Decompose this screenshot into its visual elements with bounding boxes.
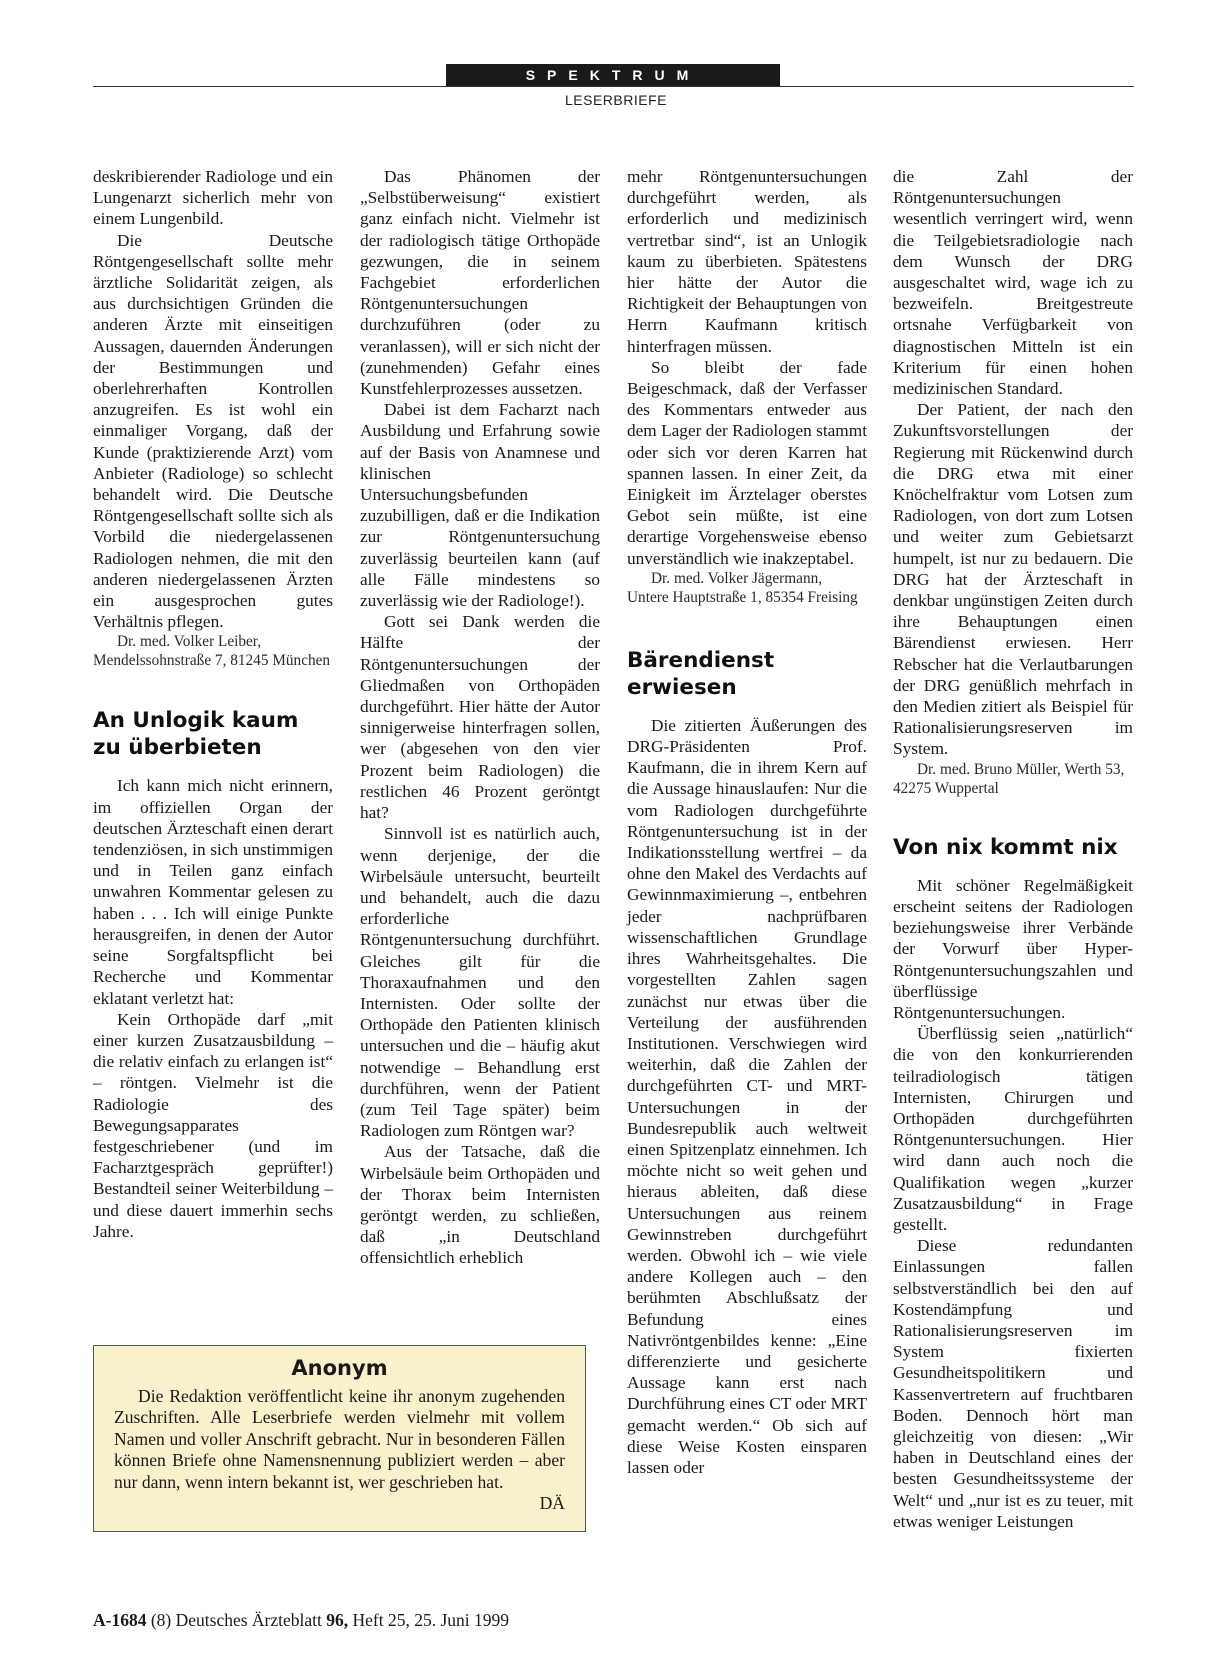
anonym-notice-signature: DÄ [539,1493,565,1513]
col1-paragraph: Die Deutsche Röntgengesellschaft sollte mehr ärztliche Solidarität zeigen, als aus durchsichtigen Gründen die anderen Ärzte mit einseitigen Aussagen, dauernden Änderungen der Bestimmungen und oberlehrerhaften Kontrollen anzugreifen. Es ist wohl ein einmaliger Vorgang, daß der Kunde (praktizierende Arzt) vom Anbieter (Radiologe) so schlecht behandelt wird. Die Deutsche Röntgengesellschaft sollte sich als Vorbild die niedergelassenen Radiologen nehmen, die mit den anderen niedergelassenen Ärzten ein ausgesprochen gutes Verhältnis pflegen. [93,230,333,632]
letter-heading: Von nix kommt nix [893,834,1118,860]
col2-paragraph: Gott sei Dank werden die Hälfte der Röntgenuntersuchungen der Gliedmaßen von Orthopäden durchgeführt. Hier hätte der Autor sinnigerweise hinterfragen sollen, wer (abgesehen von den vier Prozent beim Radiologen) die restlichen 46 Prozent geröntgt hat? [360,612,600,823]
col2-paragraph: Aus der Tatsache, daß die Wirbelsäule beim Orthopäden und der Thorax beim Internisten geröntgt werden, zu schließen, daß „in Deutschland offensichtlich erheblich [360,1142,600,1268]
column-2 [360,166,600,1269]
footer-details: Heft 25, 25. Juni 1999 [352,1610,510,1630]
col1-paragraph: deskribierender Radiologe und ein Lungenarzt sicherlich mehr von einem Lungenbild. [93,167,333,229]
col3-paragraph: Die zitierten Äußerungen des DRG-Präsidenten Prof. Kaufmann, die in ihrem Kern auf die Aussage hinauslaufen: Nur die vom Radiologen durchgeführte Röntgenuntersuchung ist in der Indikationsstellung wertfrei – da ohne den Makel des Verdachts auf Gewinnmaximierung –, entbehren jeder nachprüfbaren wissenschaftlichen Grundlage ihres Wahrheitsgehaltes. Die vorgestellten Zahlen sagen zunächst nur etwas über die Verteilung der ausführenden Institutionen. Verschwiegen wird weiterhin, daß die Zahlen der durchgeführten CT- und MRT-Untersuchungen in der Bundesrepublik auch weltweit einen Spitzenplatz einnehmen. Ich möchte nicht so weit gehen und hieraus ableiten, daß diese Untersuchungen aus reinem Gewinnstreben durchgeführt werden. Obwohl ich – wie viele andere Kollegen auch – den berühmten Abschlußsatz der Befundung eines Nativröntgenbildes kenne: „Eine differenzierte und gesicherte Aussage kann erst nach Durchführung eines CT oder MRT gemacht werden.“ Ob sich auf diese Weise Kosten einsparen lassen oder [627,715,867,1477]
column-1 [93,166,333,1242]
page-footer [93,1610,509,1631]
column-4 [893,166,1133,1532]
letter-signature: Dr. med. Volker Jägermann, Untere Hauptstraße 1, 85354 Freising [627,569,858,606]
col4-paragraph: Diese redundanten Einlassungen fallen selbstverständlich bei den auf Kostendämpfung und Rationalisierungsreserven im System fixierten Gesundheitspolitikern und Kassenvertretern auf fruchtbaren Boden. Dennoch hört man gleichzeitig von diesen: „Wir haben in Deutschland eines der besten Gesundheitssysteme der Welt“ und „nur ist es zu teuer, mit etwas weniger Leistungen [893,1236,1133,1531]
footer-journal: Deutsches Ärzteblatt [175,1610,322,1630]
col4-paragraph: Der Patient, der nach den Zukunftsvorstellungen der Regierung mit Rückenwind durch die DRG etwa mit einer Knöchelfraktur vom Lotsen zum Radiologen, von dort zum Lotsen und weiter zum Gebietsarzt humpelt, ist nur zu bedauern. Die DRG hat der Ärzteschaft in denkbar ungünstigen Zeiten durch ihre Behauptungen einen Bärendienst erwiesen. Herr Rebscher hat die Verlautbarungen der DRG genüßlich mehrfach in den Medien zitiert als Beispiel für Rationalisierungsreserven im System. [893,400,1133,759]
anonym-notice-text: Die Redaktion veröffentlicht keine ihr anonym zugehenden Zuschriften. Alle Leserbriefe werden vielmehr mit vollem Namen und voller Anschrift gebracht. Nur in besonderen Fällen können Briefe ohne Namensnennung publiziert werden – aber nur dann, wenn intern bekannt ist, wer geschrieben hat. [114,1385,565,1492]
header-subsection: LESERBRIEFE [565,92,667,108]
header-rule [93,86,1134,87]
col1-paragraph: Ich kann mich nicht erinnern, im offiziellen Organ der deutschen Ärzteschaft einen derart tendenziösen, in sich unstimmigen und in Teilen ganz einfach unwahren Kommentar gelesen zu haben . . . Ich will einige Punkte herausgreifen, in denen der Autor seine Sorgfaltspflicht bei Recherche und Kommentar eklatant verletzt hat: [93,776,333,1008]
column-3 [627,166,867,1478]
anonym-notice-title: Anonym [291,1356,388,1380]
header-bar: SPEKTRUM [446,64,780,86]
letter-heading: Bärendienst erwiesen [627,647,775,700]
letter-heading: An Unlogik kaum zu überbieten [93,708,299,761]
col3-paragraph: mehr Röntgenuntersuchungen durchgeführt werden, als erforderlich und medizinisch vertretbar sind“, ist an Unlogik kaum zu überbieten. Spätestens hier hätte der Autor die Richtigkeit der Behauptungen von Herrn Kaufmann kritisch hinterfragen müssen. [627,167,867,356]
col3-paragraph: So bleibt der fade Beigeschmack, daß der Verfasser des Kommentars entweder aus dem Lager der Radiologen stammt oder sich vor deren Karren hat spannen lassen. In einer Zeit, da Einigkeit im Ärztelager oberstes Gebot sein müßte, ist eine derartige Vorgehensweise ebenso unverständlich wie inakzeptabel. [627,357,867,568]
footer-page-number: A-1684 [93,1610,147,1630]
col2-paragraph: Sinnvoll ist es natürlich auch, wenn derjenige, der die Wirbelsäule untersucht, beurteilt und behandelt, auch die dazu erforderliche Röntgenuntersuchung durchführt. Gleiches gilt für die Thoraxaufnahmen und den Internisten. Oder sollte der Orthopäde den Patienten klinisch untersuchen und die – häufig akut notwendige – Behandlung erst durchführen, wenn der Patient (zum Teil Tage später) beim Radiologen zum Röntgen war? [360,824,600,1141]
letter-signature: Dr. med. Bruno Müller, Werth 53, 42275 Wuppertal [893,760,1125,797]
col4-paragraph: die Zahl der Röntgenuntersuchungen wesentlich verringert wird, wenn die Teilgebietsradiologie nach dem Wunsch der DRG ausgeschaltet wird, wage ich zu bezweifeln. Breitgestreute ortsnahe Verfügbarkeit von diagnostischen Mitteln ist ein Kriterium für einen hohen medizinischen Standard. [893,167,1133,399]
col4-paragraph: Mit schöner Regelmäßigkeit erscheint seitens der Radiologen beziehungsweise ihrer Verbände der Vorwurf über Hyper-Röntgenuntersuchungszahlen und überflüssige Röntgenuntersuchungen. [893,875,1133,1022]
footer-volume: 96, [326,1610,349,1630]
col2-paragraph: Dabei ist dem Facharzt nach Ausbildung und Erfahrung sowie auf der Basis von Anamnese und klinischen Untersuchungsbefunden zuzubilligen, daß er die Indikation zur Röntgenuntersuchung zuverlässig beurteilen kann (auf alle Fälle mindestens so zuverlässig wie der Radiologe!). [360,400,600,611]
anonym-notice-box [93,1345,586,1532]
letter-signature: Dr. med. Volker Leiber, Mendelssohnstraße 7, 81245 München [93,633,331,670]
col4-paragraph: Überflüssig seien „natürlich“ die von den konkurrierenden teilradiologisch tätigen Internisten, Chirurgen und Orthopäden durchgeführten Röntgenuntersuchungen. Hier wird dann auch noch die Qualifikation wegen „kurzer Zusatzausbildung“ in Frage gestellt. [893,1024,1133,1234]
col1-paragraph: Kein Orthopäde darf „mit einer kurzen Zusatzausbildung – die relativ einfach zu erlangen ist“ – röntgen. Vielmehr ist die Radiologie des Bewegungsapparates festgeschriebener (und im Facharztgespräch geprüfter!) Bestandteil seiner Weiterbildung – und diese dauert immerhin sechs Jahre. [93,1009,333,1241]
col2-paragraph: Das Phänomen der „Selbstüberweisung“ existiert ganz einfach nicht. Vielmehr ist der radiologisch tätige Orthopäde gezwungen, die in seinem Fachgebiet erforderlichen Röntgenuntersuchungen durchzuführen (oder zu veranlassen), will er sich nicht der (zunehmenden) Gefahr eines Kunstfehlerprozesses aussetzen. [360,167,600,399]
footer-issue-page: (8) [150,1610,172,1630]
